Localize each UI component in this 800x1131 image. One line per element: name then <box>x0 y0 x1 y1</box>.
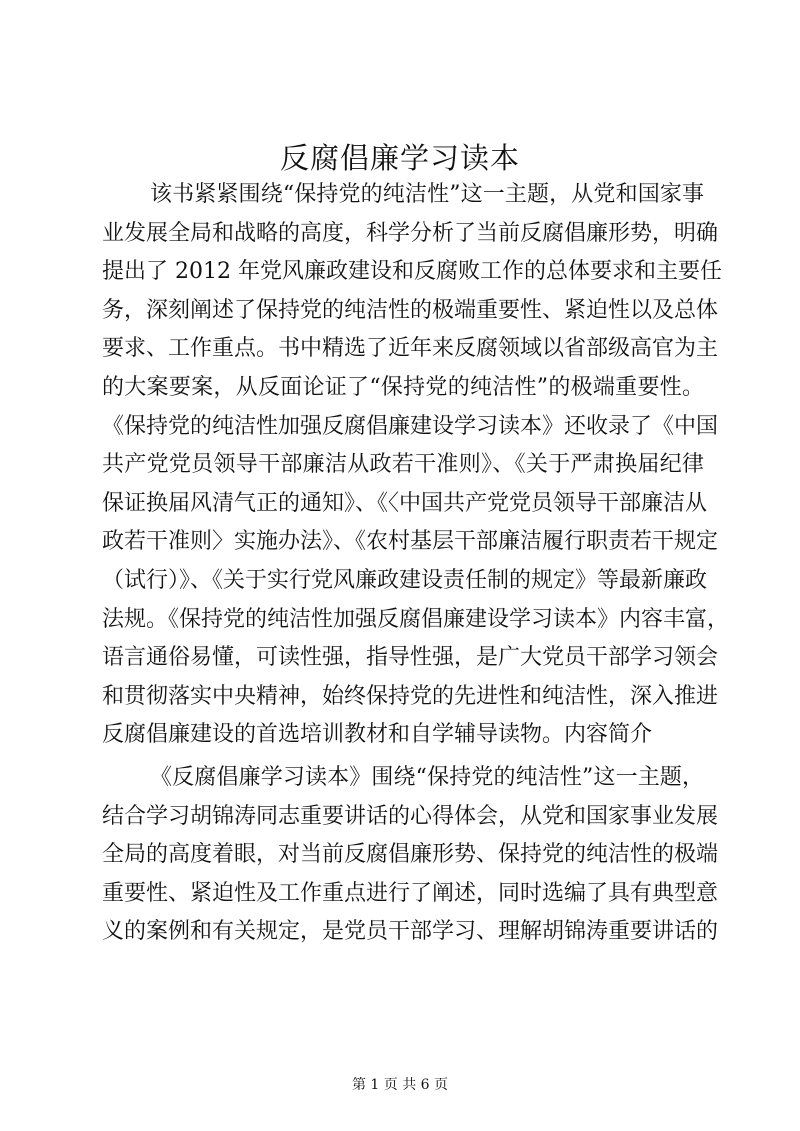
text-line: （试行）》、《关于实行党风廉政建设责任制的规定》等最新廉政 <box>102 567 708 593</box>
text-line: 要求、工作重点。书中精选了近年来反腐领域以省部级高官为主 <box>102 336 719 362</box>
text-line: 反腐倡廉建设的首选培训教材和自学辅导读物。内容简介 <box>102 722 653 748</box>
text-line: 义的案例和有关规定，是党员干部学习、理解胡锦涛重要讲话的 <box>102 919 719 945</box>
text-line: 提出了 2012 年党风廉政建设和反腐败工作的总体要求和主要任 <box>102 259 722 285</box>
document-title: 反腐倡廉学习读本 <box>279 141 520 175</box>
text-line: 结合学习胡锦涛同志重要讲话的心得体会，从党和国家事业发展 <box>102 803 719 829</box>
text-line: 共产党党员领导干部廉洁从政若干准则》、《关于严肃换届纪律 <box>102 452 704 478</box>
text-line: 重要性、紧迫性及工作重点进行了阐述，同时选编了具有典型意 <box>102 880 719 906</box>
text-line: 该书紧紧围绕“保持党的纯洁性”这一主题，从党和国家事 <box>150 182 704 207</box>
page-footer: 第 1 页 共 6 页 <box>351 1077 449 1093</box>
text-line: 全局的高度着眼，对当前反腐倡廉形势、保持党的纯洁性的极端 <box>102 842 719 868</box>
paragraph-1 <box>102 176 730 755</box>
document-body <box>102 176 730 952</box>
text-line: 《保持党的纯洁性加强反腐倡廉建设学习读本》还收录了《中国 <box>102 413 719 439</box>
text-line: 《反腐倡廉学习读本》围绕“保持党的纯洁性”这一主题， <box>150 764 704 790</box>
paragraph-2 <box>102 759 719 952</box>
text-line: 业发展全局和战略的高度，科学分析了当前反腐倡廉形势，明确 <box>102 220 719 246</box>
text-line: 务，深刻阐述了保持党的纯洁性的极端重要性、紧迫性以及总体 <box>102 297 719 323</box>
text-line: 法规。《保持党的纯洁性加强反腐倡廉建设学习读本》内容丰富， <box>102 606 730 632</box>
text-line: 政若干准则〉实施办法》、《农村基层干部廉洁履行职责若干规定 <box>102 529 719 555</box>
text-line: 的大案要案，从反面论证了“保持党的纯洁性”的极端重要性。 <box>102 374 704 400</box>
text-line: 语言通俗易懂，可读性强，指导性强，是广大党员干部学习领会 <box>102 645 719 671</box>
text-line: 保证换届风清气正的通知》、《〈中国共产党党员领导干部廉洁从 <box>102 490 708 516</box>
text-line: 和贯彻落实中央精神，始终保持党的先进性和纯洁性，深入推进 <box>102 683 719 709</box>
